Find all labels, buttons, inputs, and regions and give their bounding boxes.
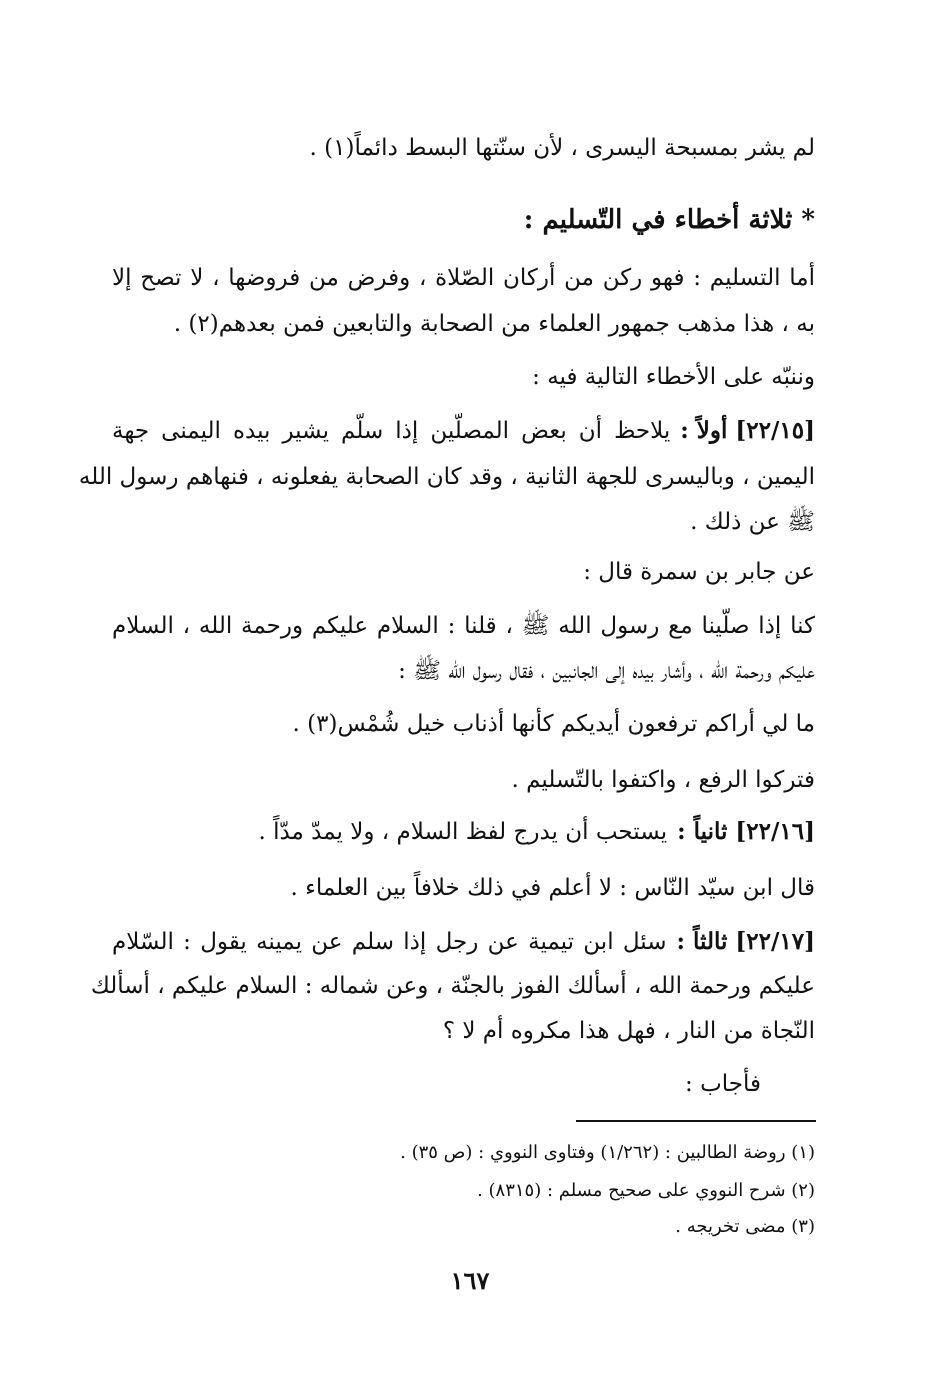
body-line: فأجاب :: [685, 1071, 761, 1097]
body-line: اليمين ، وباليسرى للجهة الثانية ، وقد كان الصحابة يفعلونه ، فنهاهم رسول الله: [78, 464, 815, 490]
item-text: يستحب أن يدرج لفظ السلام ، ولا يمدّ مدّاً .: [258, 819, 668, 845]
body-line: النّجاة من النار ، فهل هذا مكروه أم لا ؟: [442, 1018, 815, 1044]
body-line: به ، هذا مذهب جمهور العلماء من الصحابة والتابعين فمن بعدهم(٢) .: [173, 311, 815, 337]
body-line: ﷺ عن ذلك .: [690, 509, 815, 535]
body-line: وننبّه على الأخطاء التالية فيه :: [532, 364, 815, 390]
body-line: [112, 416, 815, 446]
footnote: (٢) شرح النووي على صحيح مسلم : (٨٣١٥) .: [477, 1180, 815, 1201]
body-line: [258, 817, 815, 847]
footnote: (٣) مضى تخريجه .: [675, 1216, 815, 1237]
body-line: عن جابر بن سمرة قال :: [583, 559, 815, 585]
body-line: [112, 927, 815, 957]
body-line: عليكم ورحمة الله ، أسألك الفوز بالجنّة ، وعن شماله : السلام عليكم ، أسألك: [90, 973, 815, 999]
item-reference: [٢٢/١٧] ثالثاً :: [676, 928, 815, 955]
item-text: يلاحظ أن بعض المصلّين إذا سلّم يشير بيده اليمنى جهة: [112, 418, 671, 444]
footnote: (١) روضة الطالبين : (١/٢٦٢) وفتاوى النووي : (ص ٣٥) .: [400, 1142, 815, 1163]
item-reference: [٢٢/١٦] ثانياً :: [677, 818, 815, 845]
body-line: فتركوا الرفع ، واكتفوا بالتّسليم .: [511, 767, 815, 793]
body-line: لم يشر بمسبحة اليسرى ، لأن سنّتها البسط دائماً(١) .: [309, 135, 815, 161]
item-text: سئل ابن تيمية عن رجل إذا سلم عن يمينه يقول : السّلام: [112, 929, 667, 955]
footnote-divider: [576, 1120, 816, 1122]
hadith-quote: ما لي أراكم ترفعون أيديكم كأنها أذناب خيل شُمْس(٣) .: [292, 711, 815, 737]
body-line: قال ابن سيّد النّاس : لا أعلم في ذلك خلافاً بين العلماء .: [290, 875, 815, 901]
body-line: عليكم ورحمة الله ، وأشار بيده إلى الجانبين ، فقال رسول الله ﷺ :: [398, 658, 815, 684]
item-reference: [٢٢/١٥] أولاً :: [680, 417, 815, 444]
page-number: ١٦٧: [450, 1266, 490, 1295]
body-line: كنا إذا صلّينا مع رسول الله ﷺ ، قلنا : السلام عليكم ورحمة الله ، السلام: [112, 613, 815, 639]
section-heading: * ثلاثة أخطاء في التّسليم :: [523, 205, 815, 235]
body-line: أما التسليم : فهو ركن من أركان الصّلاة ، وفرض من فروضها ، لا تصح إلا: [112, 265, 815, 291]
